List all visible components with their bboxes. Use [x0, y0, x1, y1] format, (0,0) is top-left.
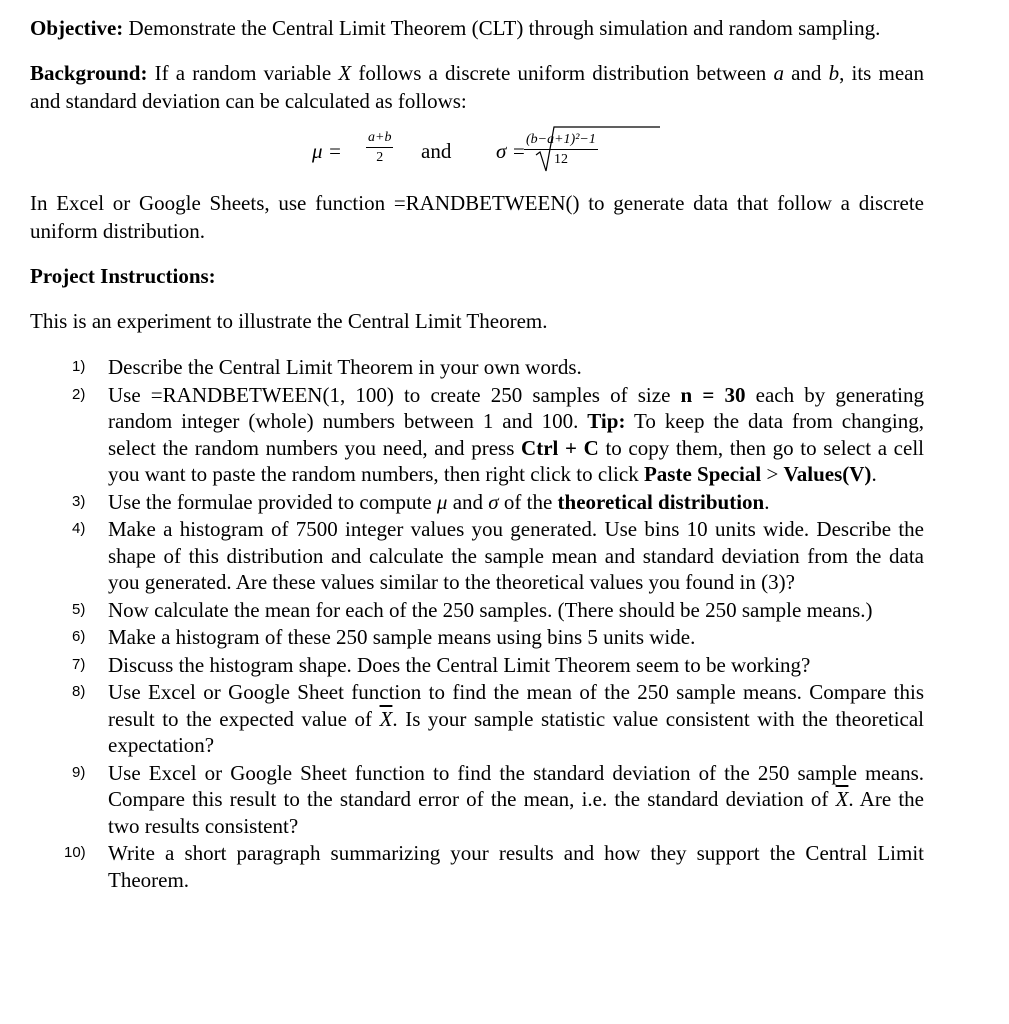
list-item [30, 516, 924, 596]
variable-x: X [338, 61, 352, 85]
x-bar-symbol: $\overline{X}$ [835, 787, 849, 811]
objective-text: Demonstrate the Central Limit Theorem (CLT) through simulation and random sampling. [123, 16, 881, 40]
assignment-document [30, 14, 924, 894]
item-number: 2) [72, 385, 86, 403]
item-text: . [871, 462, 877, 486]
menu-separator: > [761, 462, 784, 486]
sd-numerator: (b−a+1)²−1 [524, 131, 598, 150]
item-text: Use the formulae provided to compute [108, 489, 437, 514]
item-number: 4) [72, 520, 86, 537]
item-text: Make a histogram of these 250 sample means using bins 5 units wide. [108, 625, 696, 649]
item-text: and [447, 489, 489, 514]
item-text: . [764, 489, 770, 514]
mean-denominator: 2 [376, 150, 384, 165]
tip-label: Tip: [587, 409, 626, 433]
item-number: 5) [72, 600, 86, 618]
list-item [30, 624, 924, 651]
theoretical-distribution-label: theoretical distribution [557, 489, 765, 514]
formula-and: and [421, 139, 452, 163]
list-item [30, 760, 924, 840]
list-item [30, 489, 924, 516]
item-text: . Is your sample statistic value consistent with the theoretical expectation? [108, 706, 924, 757]
item-number: 6) [72, 628, 86, 645]
item-text: Use Excel or Google Sheet function to find the mean of the 250 sample means. Compare this result to the expected value of [108, 680, 924, 731]
instruction-list [30, 354, 924, 893]
item-text: Discuss the histogram shape. Does the Central Limit Theorem seem to be working? [108, 652, 811, 677]
objective-label: Objective: [30, 16, 124, 40]
item-text: Now calculate the mean for each of the 250 samples. (There should be 250 sample means.) [108, 597, 873, 622]
variable-b: b [828, 61, 840, 85]
formula-block [30, 121, 924, 183]
item-text: each by generating random integer (whole) numbers between 1 and 100. [108, 382, 924, 433]
item-text: of the [498, 489, 558, 514]
background-paragraph [30, 59, 924, 115]
sd-denominator: 12 [553, 152, 568, 167]
list-item [30, 382, 924, 488]
item-text: To keep the data from changing, select the random numbers you need, and press [108, 409, 924, 460]
item-text: to copy them, then go to select a cell you want to paste the random numbers, then right click to click [108, 435, 924, 486]
item-text: Use Excel or Google Sheet function to find the standard deviation of the 250 sample means. Compare this result to the standard error of the mean, i.e. the standard deviation of [108, 760, 924, 811]
objective-paragraph [30, 14, 924, 42]
list-item [30, 354, 924, 381]
list-item [30, 840, 924, 893]
excel-note-paragraph: In Excel or Google Sheets, use function =RANDBETWEEN() to generate data that follow a discrete uniform distribution. [30, 191, 924, 243]
item-number: 3) [72, 492, 86, 510]
list-item [30, 652, 924, 679]
mean-numerator: a+b [366, 129, 393, 148]
list-item [30, 679, 924, 759]
background-label: Background: [30, 61, 148, 85]
item-text: . Are the two results consistent? [108, 787, 924, 838]
background-text-4: , its mean and standard deviation can be calculated as follows: [30, 61, 924, 113]
instructions-heading: Project Instructions: [30, 264, 216, 288]
values-option-label: Values(V) [783, 462, 872, 486]
item-text: Describe the Central Limit Theorem in your own words. [108, 355, 582, 379]
background-text-3: and [783, 61, 829, 85]
item-number: 1) [72, 358, 86, 375]
mu-equals: μ = [312, 139, 342, 163]
item-number: 8) [72, 683, 86, 700]
item-text: Use =RANDBETWEEN(1, 100) to create 250 samples of size [108, 382, 681, 407]
paste-special-label: Paste Special [643, 462, 762, 486]
ctrl-c-shortcut: Ctrl + C [521, 435, 599, 460]
mu-symbol: μ [436, 489, 448, 514]
item-text: Write a short paragraph summarizing your results and how they support the Central Limit Theorem. [108, 841, 924, 892]
list-item [30, 597, 924, 624]
item-number: 7) [72, 655, 86, 673]
mean-fraction [366, 129, 393, 166]
sigma-equals: σ = [496, 139, 526, 163]
sd-fraction [524, 131, 598, 168]
sample-size-n: n = 30 [680, 382, 746, 407]
background-text-1: If a random variable [147, 61, 339, 85]
item-text: Make a histogram of 7500 integer values you generated. Use bins 10 units wide. Describe the shape of this distribution and calculate the sample mean and standard deviation from the data you generated. Are these values similar to the theoretical values you found in (3)? [108, 517, 924, 594]
background-text-2: follows a discrete uniform distribution between [351, 61, 774, 85]
x-bar-symbol: $\overline{X}$ [379, 706, 393, 731]
item-number: 10) [64, 844, 86, 861]
variable-a: a [773, 61, 784, 85]
item-number: 9) [72, 763, 86, 781]
sigma-symbol: σ [488, 489, 499, 514]
intro-paragraph: This is an experiment to illustrate the Central Limit Theorem. [30, 309, 548, 333]
